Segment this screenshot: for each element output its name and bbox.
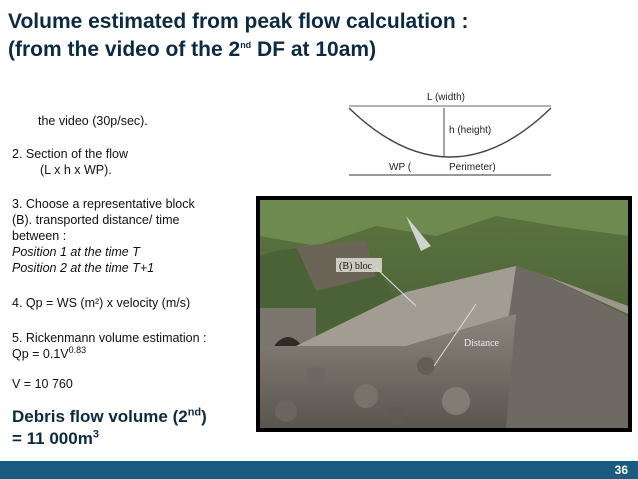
video-still-photo [256,196,632,432]
photo-scene [256,196,632,432]
cross-section-diagram [345,86,557,178]
cross-section-svg [345,86,557,178]
video-note: the video (30p/sec). [38,114,148,128]
result-line-1: Debris flow volume (2nd) [12,406,207,426]
title-line-2: (from the video of the 2nd DF at 10am) [8,38,377,61]
debris-flow-result [12,406,207,450]
step-5-line-1: 5. Rickenmann volume estimation : [12,331,207,345]
step-3-position-1: Position 1 at the time T [12,245,140,259]
step-3-position-2: Position 2 at the time T+1 [12,261,155,275]
page-number: 36 [614,463,628,477]
block-label: (B) bloc [339,261,373,272]
width-label: L (width) [427,92,465,103]
step-2-line-1: 2. Section of the flow [12,147,129,161]
step-4: 4. Qp = WS (m²) x velocity (m/s) [12,296,191,310]
step-3-line-2: (B). transported distance/ time [12,213,180,227]
perimeter-label: Perimeter) [449,162,496,173]
step-5-line-2: $Qp = 0.1V^{0.83}$ [12,344,87,361]
slide-title [8,8,469,64]
footer-bar [0,461,638,479]
step-3-line-1: 3. Choose a representative block [12,197,195,211]
result-line-2: = 11 $000m^3$ [12,428,99,448]
volume-value: V = 10 760 [12,377,73,391]
diagram-baseline [349,174,551,176]
wp-label: WP ( [389,162,412,173]
step-3-line-3: between : [12,229,67,243]
step-2-line-2: (L x h x WP). [40,163,112,177]
title-line-1: Volume estimated from peak flow calculation : [8,10,469,33]
distance-label: Distance [464,338,499,349]
height-label: h (height) [449,125,492,136]
